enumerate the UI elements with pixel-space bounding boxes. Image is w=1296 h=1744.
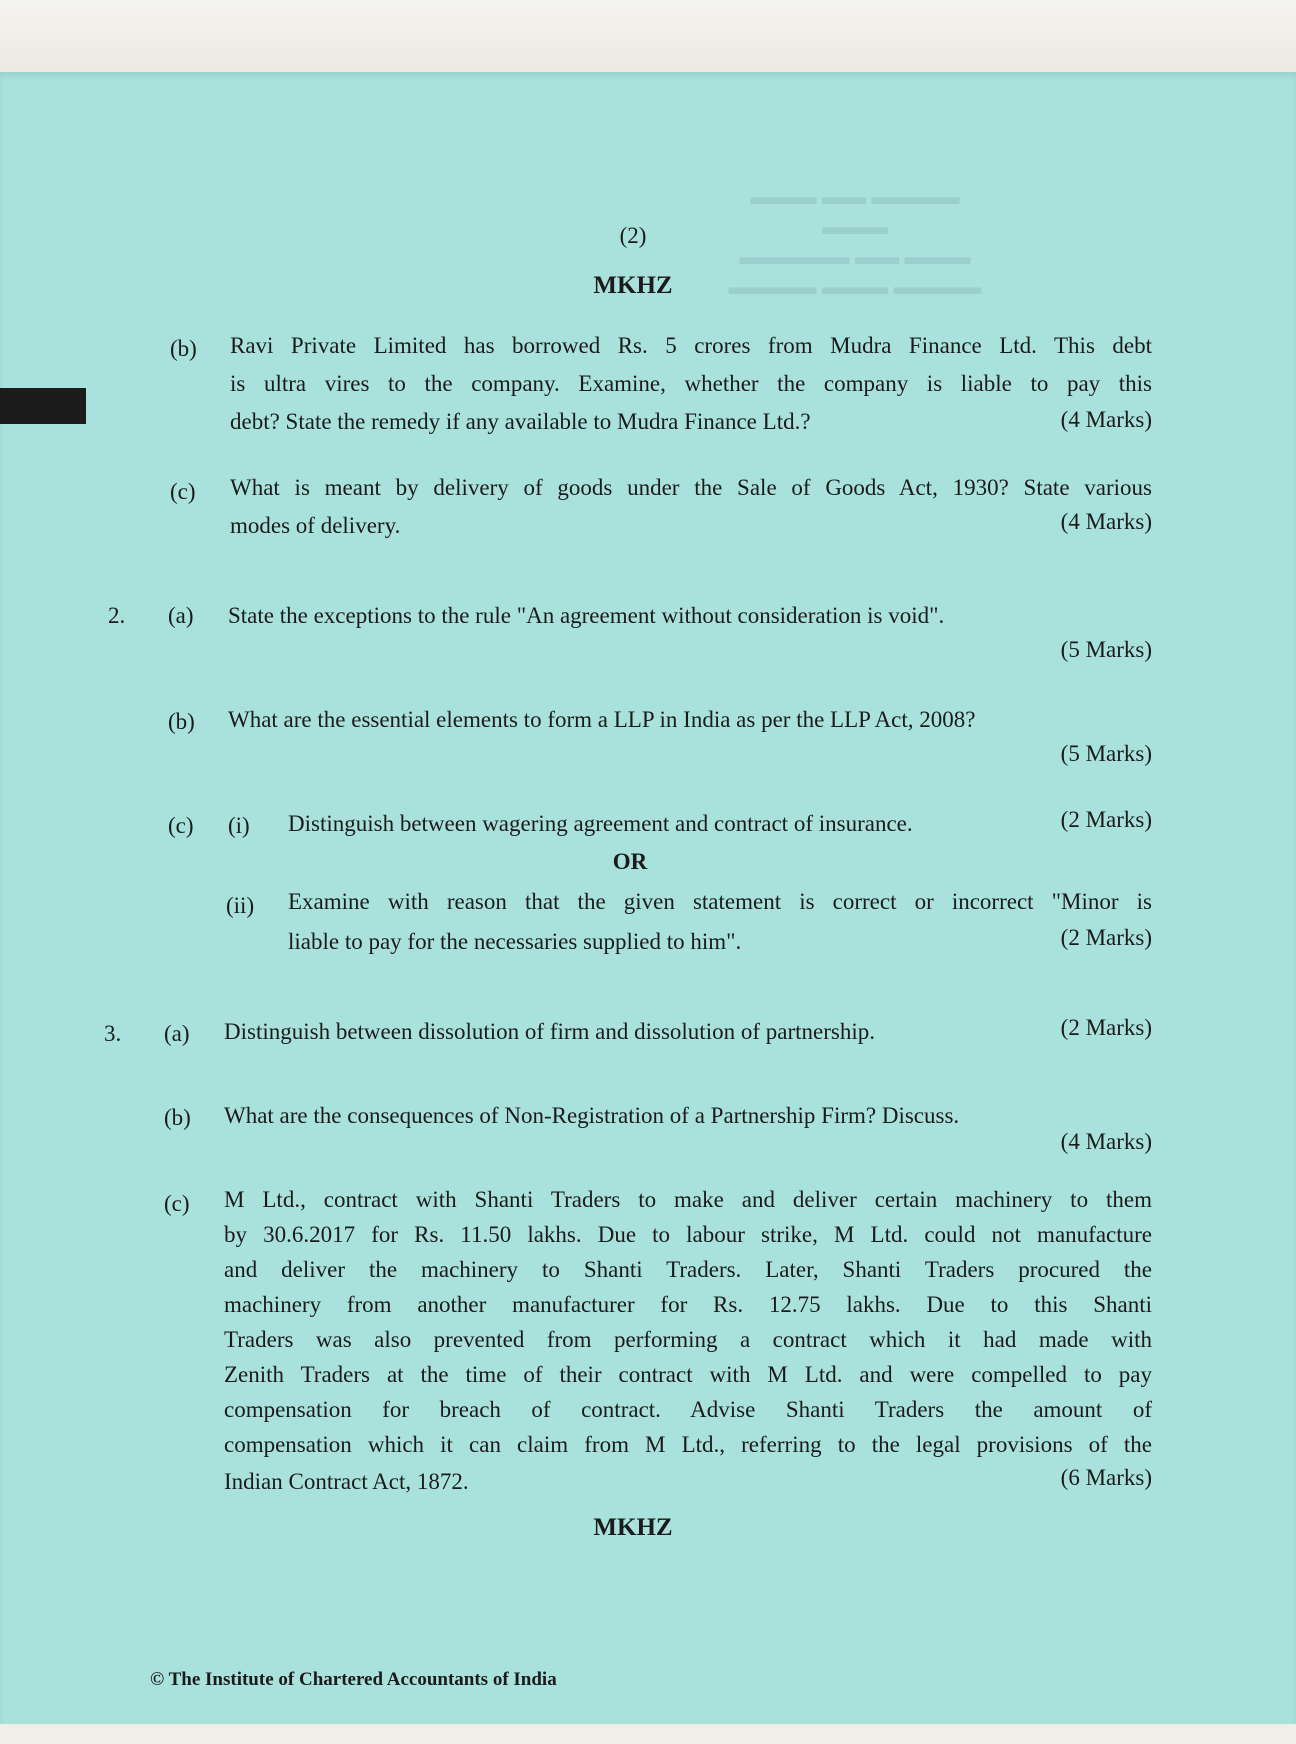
q2b-label: (b) bbox=[168, 709, 195, 734]
q2c-ii-line-2: liable to pay for the necessaries supplied to him". bbox=[288, 929, 742, 954]
q2b-marks: (5 Marks) bbox=[1060, 741, 1152, 766]
q3a-marks: (2 Marks) bbox=[1060, 1015, 1152, 1040]
q2-number: 2. bbox=[108, 603, 126, 628]
show-through-ghost: ▬▬▬▬ ▬▬ ▬▬▬ ▬▬▬ ▬▬▬ ▬▬ ▬▬▬▬▬ ▬▬▬▬ ▬▬▬ ▬▬▬▬ bbox=[728, 184, 982, 299]
q1c-marks: (4 Marks) bbox=[1060, 509, 1152, 534]
q1b-marks: (4 Marks) bbox=[1060, 407, 1152, 432]
q2c-ii-marks: (2 Marks) bbox=[1060, 925, 1152, 950]
q1c-label: (c) bbox=[170, 479, 196, 504]
page-number: (2) bbox=[619, 223, 647, 248]
q3a-label: (a) bbox=[164, 1021, 190, 1046]
q2c-ii-label: (ii) bbox=[226, 893, 255, 918]
q3c-line-1: M Ltd., contract with Shanti Traders to make and deliver certain machinery to them bbox=[224, 1187, 1152, 1212]
q3b-label: (b) bbox=[164, 1105, 191, 1130]
q3c-line-5: Traders was also prevented from performing a contract which it had made with bbox=[224, 1327, 1152, 1352]
q3b-marks: (4 Marks) bbox=[1060, 1129, 1152, 1154]
q2c-i-label: (i) bbox=[228, 813, 250, 838]
scan-bottom-margin bbox=[0, 1724, 1296, 1744]
q3c-line-9: Indian Contract Act, 1872. bbox=[224, 1469, 469, 1494]
q1b-line-2: is ultra vires to the company. Examine, whether the company is liable to pay this bbox=[230, 371, 1152, 396]
q2a-label: (a) bbox=[168, 603, 194, 628]
q3c-line-7: compensation for breach of contract. Advise Shanti Traders the amount of bbox=[224, 1397, 1152, 1422]
q3c-marks: (6 Marks) bbox=[1060, 1465, 1152, 1490]
q3c-label: (c) bbox=[164, 1191, 190, 1216]
binding-mark bbox=[0, 388, 86, 424]
paper-code-header: MKHZ bbox=[593, 272, 673, 299]
q1b-label: (b) bbox=[170, 336, 197, 361]
q1b-line-3: debt? State the remedy if any available to Mudra Finance Ltd.? bbox=[230, 409, 811, 434]
q3c-line-3: and deliver the machinery to Shanti Traders. Later, Shanti Traders procured the bbox=[224, 1257, 1152, 1282]
copyright-notice: © The Institute of Chartered Accountants of India bbox=[150, 1669, 557, 1690]
q1b-line-1: Ravi Private Limited has borrowed Rs. 5 crores from Mudra Finance Ltd. This debt bbox=[230, 333, 1152, 358]
q3b-text: What are the consequences of Non-Registration of a Partnership Firm? Discuss. bbox=[224, 1103, 960, 1128]
q1c-line-1: What is meant by delivery of goods under the Sale of Goods Act, 1930? State various bbox=[230, 475, 1152, 500]
q3a-text: Distinguish between dissolution of firm and dissolution of partnership. bbox=[224, 1019, 875, 1044]
q1c-line-2: modes of delivery. bbox=[230, 513, 401, 538]
q3c-line-2: by 30.6.2017 for Rs. 11.50 lakhs. Due to labour strike, M Ltd. could not manufacture bbox=[224, 1222, 1152, 1247]
q3c-line-8: compensation which it can claim from M Ltd., referring to the legal provisions of the bbox=[224, 1432, 1152, 1457]
or-separator: OR bbox=[612, 849, 648, 874]
scan-top-margin bbox=[0, 0, 1296, 72]
q2c-i-text: Distinguish between wagering agreement and contract of insurance. bbox=[288, 811, 913, 836]
q2a-marks: (5 Marks) bbox=[1060, 637, 1152, 662]
q2b-text: What are the essential elements to form a LLP in India as per the LLP Act, 2008? bbox=[228, 707, 976, 732]
q3c-line-6: Zenith Traders at the time of their contract with M Ltd. and were compelled to pay bbox=[224, 1362, 1152, 1387]
q2c-ii-line-1: Examine with reason that the given statement is correct or incorrect "Minor is bbox=[288, 889, 1152, 914]
q2c-label: (c) bbox=[168, 813, 194, 838]
q2c-i-marks: (2 Marks) bbox=[1060, 807, 1152, 832]
q2a-text: State the exceptions to the rule "An agreement without consideration is void". bbox=[228, 603, 945, 628]
q3-number: 3. bbox=[104, 1021, 122, 1046]
paper-code-footer: MKHZ bbox=[593, 1514, 673, 1541]
q3c-line-4: machinery from another manufacturer for Rs. 12.75 lakhs. Due to this Shanti bbox=[224, 1292, 1152, 1317]
